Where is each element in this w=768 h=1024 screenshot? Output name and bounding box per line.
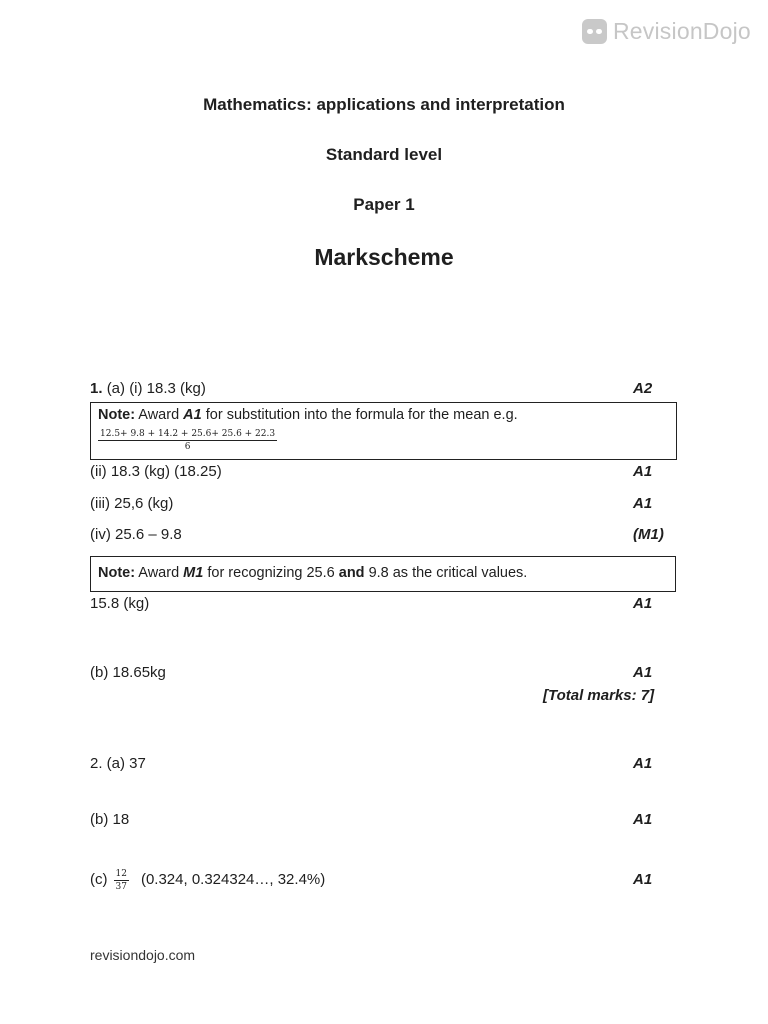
q2-c-text: (0.324, 0.324324…, 32.4%) [140,871,326,888]
logo-icon [582,19,607,44]
q1-a-i-text: (a) (i) 18.3 (kg) [106,380,206,397]
q1-a-ii-text: (ii) 18.3 (kg) (18.25) [90,463,222,480]
subject-title: Mathematics: applications and interpretation [203,95,565,114]
paper-title: Paper 1 [353,195,415,214]
level-title: Standard level [325,145,443,164]
q2-a-text: 2. (a) 37 [90,755,146,772]
q1-a-ii-mark: A1 [633,463,653,480]
logo-text: RevisionDojo [613,17,751,44]
mark-code: A1 [183,407,202,423]
note-label: Note: [98,407,136,423]
q1-a-iii-mark: A1 [633,495,653,512]
q1-total-marks: [Total marks: 7] [543,687,655,704]
note-1-text: Note: Award A1 for substitution into the formula for the mean e.g. [98,407,518,423]
q1-a-iv-result: 15.8 (kg) [90,595,150,612]
note-box-2: Note: Award M1 for recognizing 25.6 and 9.8 as the critical values. [90,556,676,592]
document-title: Markscheme [314,244,454,270]
q2-c-answer [90,866,325,894]
q1-a-iv-text: (iv) 25.6 – 9.8 [90,526,182,543]
q2-b-mark: A1 [633,811,653,828]
q2-b-text: (b) 18 [90,811,130,828]
q1-a-iv-result-mark: A1 [633,595,653,612]
footer-url[interactable]: revisiondojo.com [90,947,196,963]
q1-a-i-mark: A2 [633,380,653,397]
q2-c-prefix: (c) [90,871,108,888]
mark-code: M1 [183,565,204,581]
q1-a-iv-mark: (M1) [633,526,664,543]
question-number: 1. [90,380,103,397]
q1-a-i-answer [90,379,206,399]
q1-b-text: (b) 18.65kg [90,664,166,681]
note-label: Note: [98,565,136,581]
q2-a-mark: A1 [633,755,653,772]
q1-a-iii-text: (iii) 25,6 (kg) [90,495,174,512]
q2-c-fraction: $\frac{12}{37}$ [115,868,127,892]
note-box-1 [90,402,677,460]
mean-formula [98,428,669,453]
q1-b-mark: A1 [633,664,653,681]
q2-c-mark: A1 [633,871,653,888]
revisiondojo-logo[interactable] [582,16,751,46]
mean-fraction: $\frac{12.5+ 9.8 + 14.2 + 25.6+ 25.6 + 22.3}{6}$ [100,429,276,452]
